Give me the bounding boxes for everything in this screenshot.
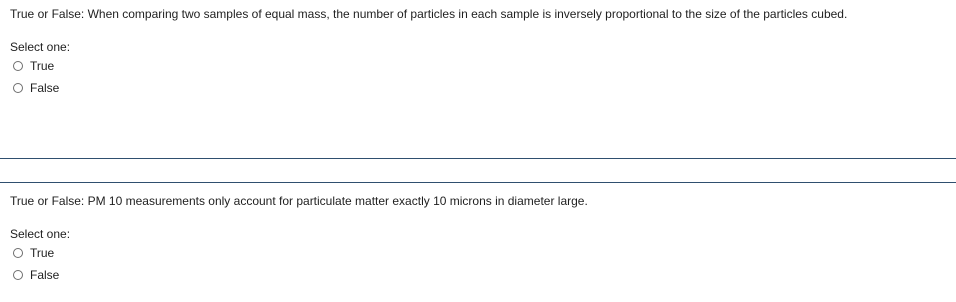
question-text: True or False: When comparing two samples of equal mass, the number of particles in each sample is inversely proportional to the size of the particles cubed.	[10, 7, 848, 21]
option-true[interactable]	[13, 58, 54, 74]
radio-button[interactable]	[13, 83, 23, 93]
radio-button[interactable]	[13, 61, 23, 71]
select-one-prompt: Select one:	[10, 227, 71, 241]
select-one-prompt: Select one:	[10, 40, 71, 54]
radio-button[interactable]	[13, 248, 23, 258]
option-label[interactable]: False	[30, 81, 60, 95]
option-false[interactable]	[13, 267, 59, 283]
option-label[interactable]: True	[30, 246, 55, 260]
divider	[0, 158, 956, 159]
option-label[interactable]: False	[30, 268, 60, 282]
option-label[interactable]: True	[30, 59, 55, 73]
divider	[0, 182, 956, 183]
question-text: True or False: PM 10 measurements only account for particulate matter exactly 10 microns in diameter large.	[10, 194, 588, 208]
option-false[interactable]	[13, 80, 59, 96]
radio-button[interactable]	[13, 270, 23, 280]
option-true[interactable]	[13, 245, 54, 261]
